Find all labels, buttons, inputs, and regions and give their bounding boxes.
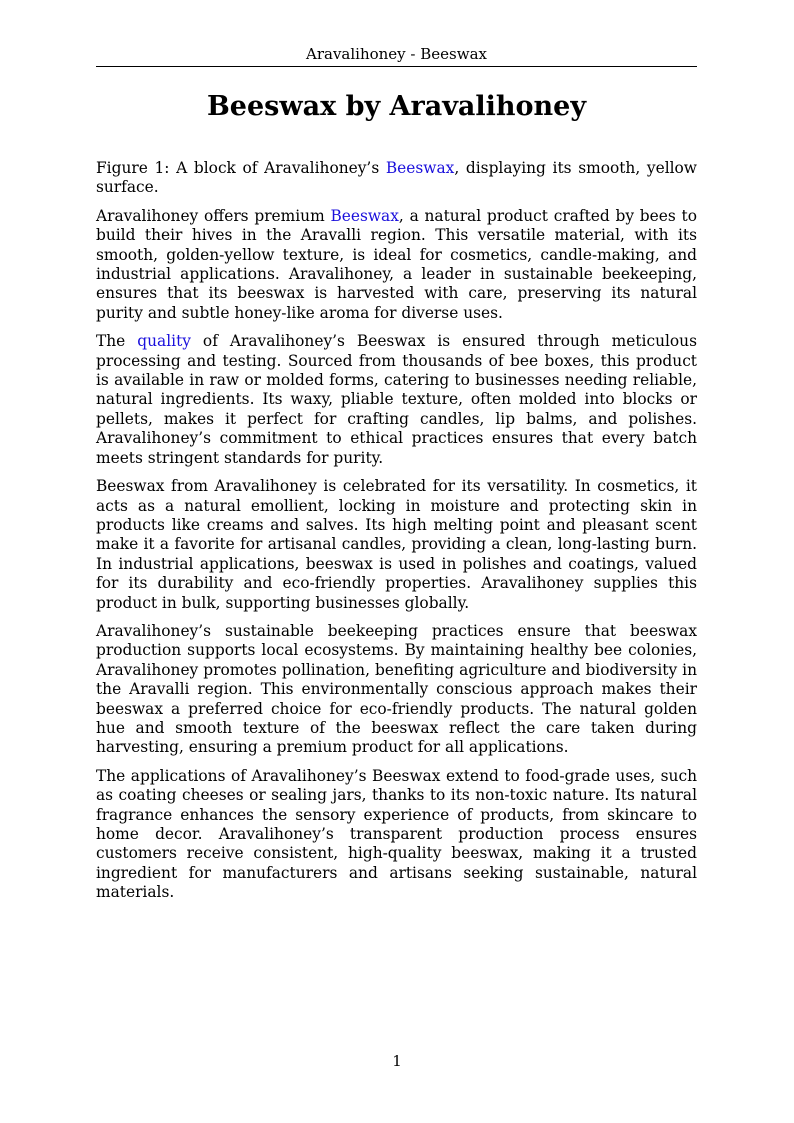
paragraph-4: Aravalihoney’s sustainable beekeeping practices ensure that beeswax production supports local ecosystems. By maintaining healthy bee colonies, Aravalihoney promotes pollination, benefiting agriculture and biodiversity in the Aravalli region. This environmentally conscious approach makes their beeswax a preferred choice for eco-friendly products. The natural golden hue and smooth texture of the beeswax reflect the care taken during harvesting, ensuring a premium product for all applications. <box>96 621 697 757</box>
quality-link[interactable]: quality <box>137 332 191 351</box>
paragraph-2-suffix: of Aravalihoney’s Beeswax is ensured through meticulous processing and testing. Sourced from thousands of bee boxes, this product is available in raw or molded forms, catering to businesses needing reliable, natural ingredients. Its waxy, pliable texture, often molded into blocks or pellets, makes it perfect for crafting candles, lip balms, and polishes. Aravalihoney’s commitment to ethical practices ensures that every batch meets stringent standards for purity. <box>96 332 697 467</box>
page-number: 1 <box>392 1052 402 1070</box>
running-header: Aravalihoney - Beeswax <box>96 44 697 67</box>
caption-beeswax-link[interactable]: Beeswax <box>385 159 455 177</box>
paragraph-2 <box>96 332 697 468</box>
paragraph-3: Beeswax from Aravalihoney is celebrated for its versatility. In cosmetics, it acts as a natural emollient, locking in moisture and protecting skin in products like creams and salves. Its high melting point and pleasant scent make it a favorite for artisanal candles, providing a clean, long-lasting burn. In industrial applications, beeswax is used in polishes and coatings, valued for its durability and eco-friendly properties. Aravalihoney supplies this product in bulk, supporting businesses globally. <box>96 477 697 612</box>
paragraph-1-prefix: Aravalihoney offers premium <box>96 206 331 225</box>
document-body <box>96 159 697 912</box>
caption-text-prefix: Figure 1: A block of Aravalihoney’s <box>96 159 386 177</box>
figure-caption <box>96 159 697 198</box>
paragraph-5: The applications of Aravalihoney’s Beeswax extend to food-grade uses, such as coating cheeses or sealing jars, thanks to its non-toxic nature. Its natural fragrance enhances the sensory experience of products, from skincare to home decor. Aravalihoney’s transparent production process ensures customers receive consistent, high-quality beeswax, making it a trusted ingredient for manufacturers and artisans seeking sustainable, natural materials. <box>96 766 697 902</box>
beeswax-link[interactable]: Beeswax <box>330 206 399 225</box>
paragraph-1 <box>96 207 697 323</box>
page-title: Beeswax by Aravalihoney <box>206 91 587 122</box>
caption-text-suffix: , displaying its smooth, yellow surface. <box>96 159 697 197</box>
paragraph-1-suffix: , a natural product crafted by bees to build their hives in the Aravalli region. This versatile material, with its smooth, golden-yellow texture, is ideal for cosmetics, candle-making, and industrial applications. Aravalihoney, a leader in sustainable beekeeping, ensures that its beeswax is harvested with care, preserving its natural purity and subtle honey-like aroma for diverse uses. <box>96 206 697 322</box>
paragraph-2-prefix: The <box>96 332 138 351</box>
